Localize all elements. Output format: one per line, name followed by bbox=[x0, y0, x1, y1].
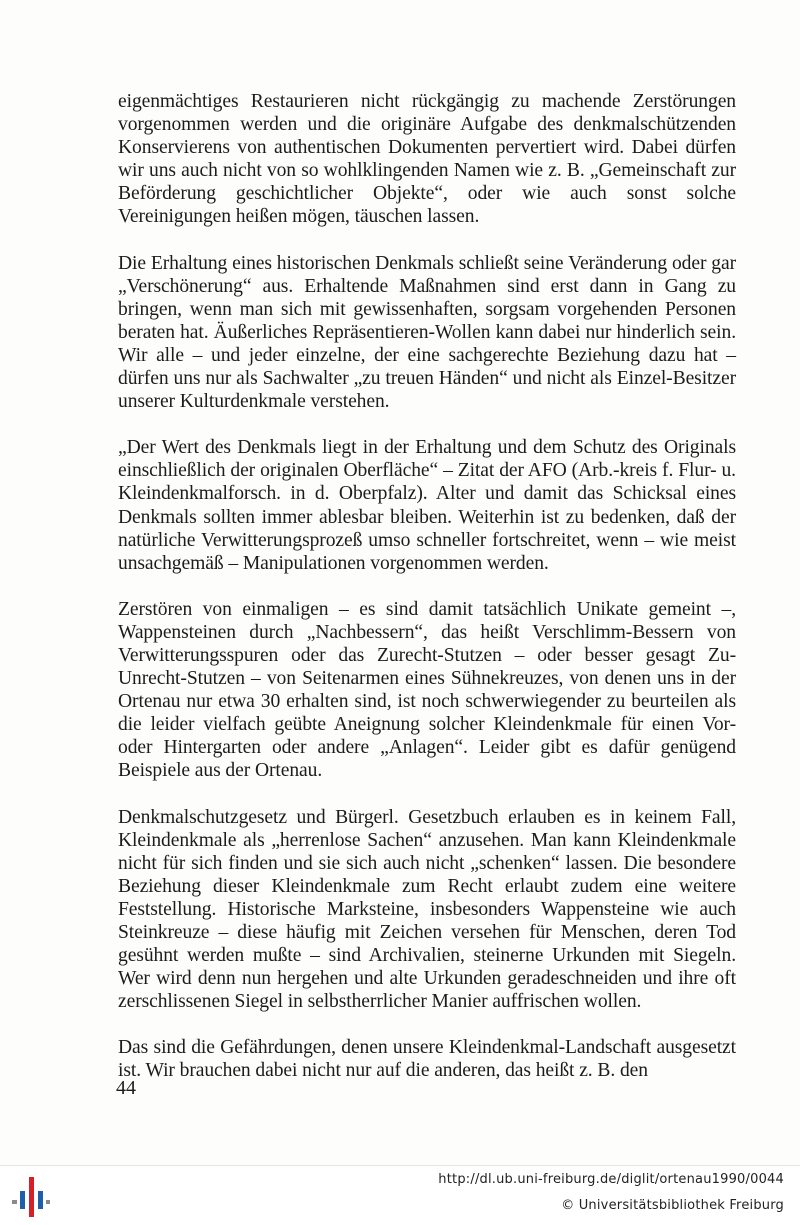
logo-bar-gray-left bbox=[12, 1200, 17, 1204]
logo-bar-red-center bbox=[29, 1177, 34, 1217]
viewer-footer bbox=[0, 1165, 800, 1225]
permalink-url[interactable]: http://dl.ub.uni-freiburg.de/diglit/ortenau1990/0044 bbox=[438, 1172, 784, 1187]
page-number: 44 bbox=[116, 1077, 136, 1099]
ub-freiburg-logo-icon[interactable] bbox=[12, 1177, 50, 1217]
logo-bar-blue-right bbox=[38, 1191, 43, 1209]
paragraph: Das sind die Gefährdungen, denen unsere Kleindenkmal-Landschaft ausgesetzt ist. Wir brauchen dabei nicht nur auf die anderen, das heißt z. B. den bbox=[118, 1037, 736, 1082]
paragraph: „Der Wert des Denkmals liegt in der Erhaltung und dem Schutz des Originals einschließlich der originalen Oberfläche“ – Zitat der AFO (Arb.-kreis f. Flur- u. Kleindenkmalforsch. in d. Oberpfalz). Alter und damit das Schicksal eines Denkmals sollten immer ablesbar bleiben. Weiterhin ist zu bedenken, daß der natürliche Verwitterungsprozeß umso schneller fortschreitet, wenn – wie meist unsachgemäß – Manipulationen vorgenommen werden. bbox=[118, 437, 736, 574]
paragraph: Die Erhaltung eines historischen Denkmals schließt seine Veränderung oder gar „Verschönerung“ aus. Erhaltende Maßnahmen sind erst dann in Gang zu bringen, wenn man sich mit gewissenhaften, sorgsam vorgehenden Personen beraten hat. Äußerliches Repräsentieren-Wollen kann dabei nur hinderlich sein. Wir alle – und jeder einzelne, der eine sachgerechte Beziehung dazu hat – dürfen uns nur als Sachwalter „zu treuen Händen“ und nicht als Einzel-Besitzer unserer Kulturdenkmale verstehen. bbox=[118, 252, 736, 413]
paragraph: eigenmächtiges Restaurieren nicht rückgängig zu machende Zerstörungen vorgenommen werden und die originäre Aufgabe des denkmalschützenden Konservierens von authentischen Dokumenten pervertiert wird. Dabei dürfen wir uns auch nicht von so wohlklingenden Namen wie z. B. „Gemeinschaft zur Beförderung geschichtlicher Objekte“, oder wie auch sonst solche Vereinigungen heißen mögen, täuschen lassen. bbox=[118, 91, 736, 228]
logo-bar-blue-left bbox=[20, 1191, 25, 1209]
paragraph: Zerstören von einmaligen – es sind damit tatsächlich Unikate gemeint –, Wappensteinen durch „Nachbessern“, das heißt Verschlimm-Bessern von Verwitterungsspuren oder das Zurecht-Stutzen – oder besser gesagt Zu-Unrecht-Stutzen – von Seitenarmen eines Sühnekreuzes, von denen uns in der Ortenau nur etwa 30 erhalten sind, ist noch schwerwiegender zu beurteilen als die leider vielfach geübte Aneignung solcher Kleindenkmale für einen Vor- oder Hintergarten oder andere „Anlagen“. Leider gibt es dafür genügend Beispiele aus der Ortenau. bbox=[118, 598, 736, 782]
body-text bbox=[118, 90, 736, 1106]
copyright-notice: © Universitätsbibliothek Freiburg bbox=[561, 1198, 784, 1213]
logo-bar-gray-right bbox=[46, 1200, 50, 1204]
paragraph: Denkmalschutzgesetz und Bürgerl. Gesetzbuch erlauben es in keinem Fall, Kleindenkmale als „herrenlose Sachen“ anzusehen. Man kann Kleindenkmale nicht für sich finden und sie sich auch nicht „schenken“ lassen. Die besondere Beziehung dieser Kleindenkmale zum Recht erlaubt zudem eine weitere Feststellung. Historische Marksteine, insbesonders Wappensteine wie auch Steinkreuze – diese häufig mit Zeichen versehen für Menschen, deren Tod gesühnt werden mußte – sind Archivalien, steinerne Urkunden mit Siegeln. Wer wird denn nun hergehen und alte Urkunden geradeschneiden und ihre oft zerschlissenen Siegel in selbstherrlicher Manier auffrischen wollen. bbox=[118, 806, 736, 1013]
